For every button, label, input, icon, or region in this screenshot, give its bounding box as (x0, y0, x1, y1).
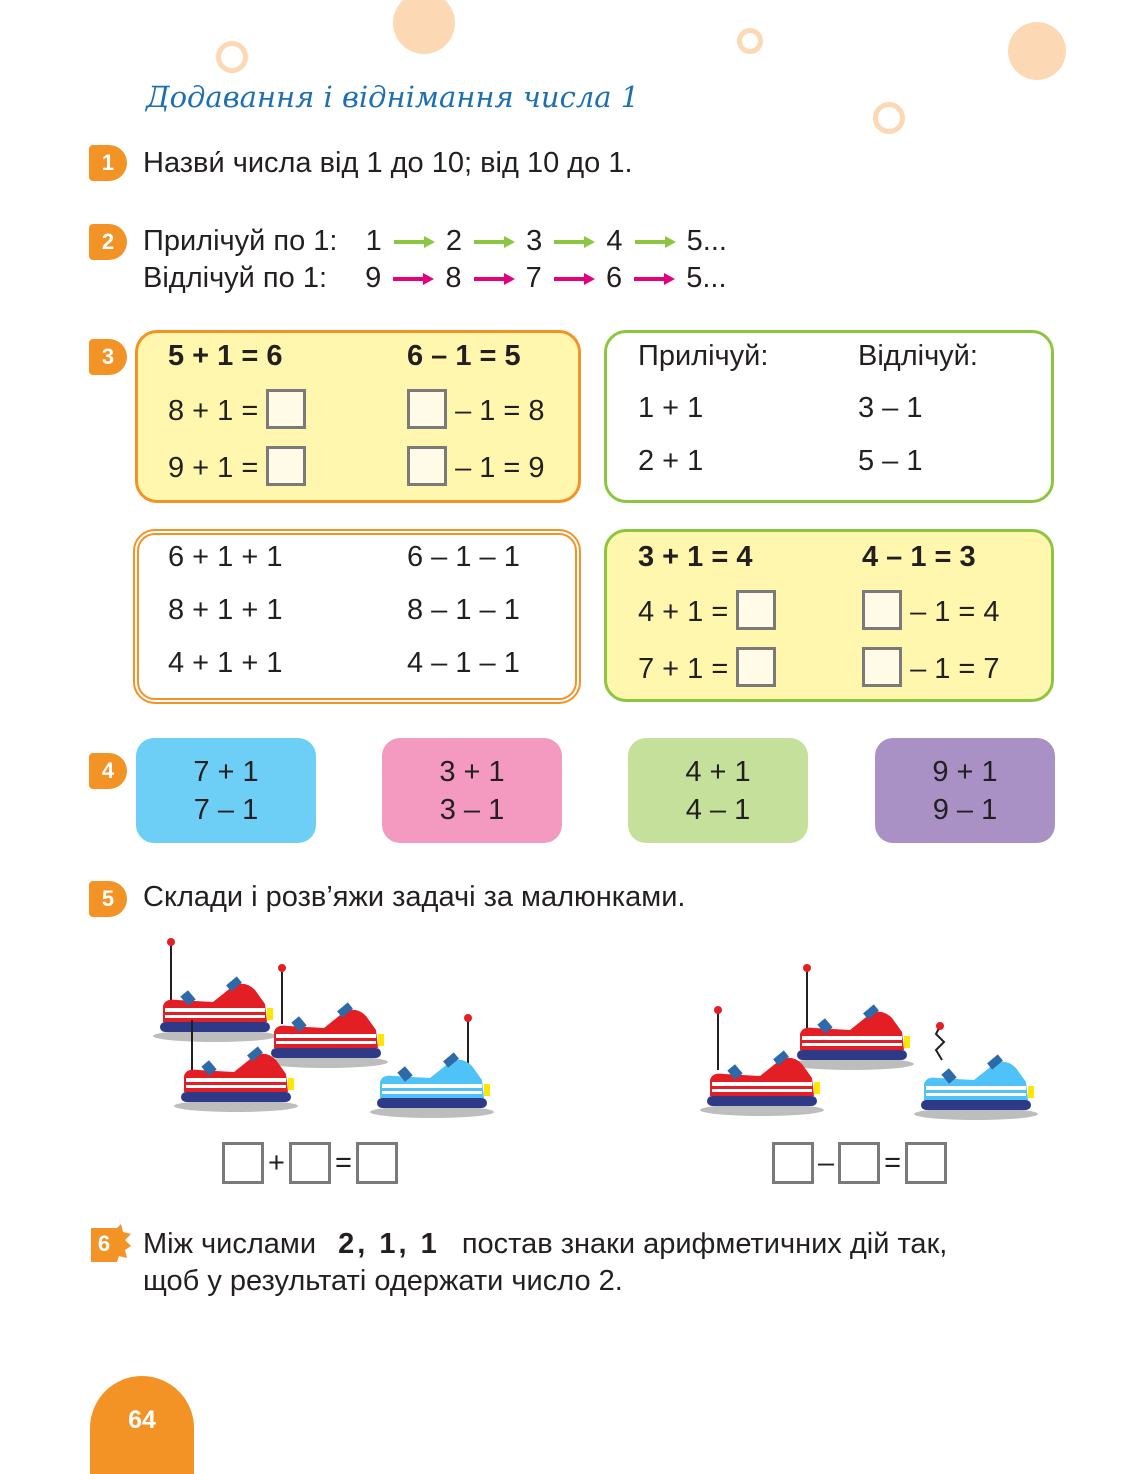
count-number: 7 (525, 262, 542, 294)
count-number: 1 (365, 225, 382, 257)
card-expression: 7 + 1 (193, 755, 259, 788)
equation-row (168, 393, 306, 429)
decor-ring (216, 41, 248, 73)
plus-sign: + (268, 1146, 285, 1179)
magenta-arrow-icon (632, 272, 676, 286)
count-number: 2 (445, 225, 463, 257)
count-down-line (143, 259, 727, 297)
card-expression: 3 – 1 (439, 793, 505, 826)
equation-row (407, 393, 545, 429)
answer-box[interactable] (407, 389, 447, 429)
answer-box[interactable] (905, 1142, 947, 1184)
page-title: Додавання і віднімання числа 1 (146, 80, 640, 114)
equation-row (638, 594, 776, 630)
example-equation: 6 – 1 = 5 (407, 340, 521, 372)
equation-row (638, 651, 776, 687)
exercise-6-line-2: щоб у результаті одержати число 2. (143, 1265, 623, 1297)
bumper-cars-addition-illustration (140, 930, 510, 1120)
count-number: 4 (606, 225, 623, 257)
count-number: 5... (686, 262, 727, 294)
count-number: 8 (445, 262, 462, 294)
answer-box[interactable] (772, 1142, 814, 1184)
answer-box[interactable] (266, 389, 306, 429)
exercise-number: 4 (89, 753, 127, 789)
minus-sign: – (818, 1146, 835, 1179)
magenta-arrow-icon (472, 272, 516, 286)
exercise-number: 1 (89, 145, 127, 181)
count-number: 6 (605, 262, 623, 294)
card-expression: 3 + 1 (439, 755, 505, 788)
expression: 3 – 1 (858, 392, 923, 424)
example-equation: 3 + 1 = 4 (638, 541, 753, 573)
addition-equation (222, 1142, 398, 1184)
equation-row (862, 594, 1000, 630)
magenta-arrow-icon (552, 272, 596, 286)
decor-ring (873, 102, 905, 134)
answer-box[interactable] (222, 1142, 264, 1184)
equation-text: 9 + 1 = (168, 452, 259, 484)
green-arrow-icon (633, 235, 677, 249)
equation-text: – 1 = 4 (910, 596, 1000, 628)
equals-sign: = (884, 1146, 902, 1179)
count-number: 9 (365, 262, 382, 294)
expression: 1 + 1 (638, 392, 704, 424)
count-up-line (143, 222, 727, 260)
expression: 8 + 1 + 1 (168, 594, 283, 626)
equation-text: – 1 = 9 (455, 452, 545, 484)
answer-box[interactable] (862, 590, 902, 630)
expression-card-blue (136, 738, 316, 843)
decor-circle (393, 0, 455, 54)
count-number: 3 (526, 225, 543, 257)
answer-box[interactable] (736, 590, 776, 630)
exercise-6-text: постав знаки арифметичних дій так, (461, 1228, 948, 1260)
equation-text: 7 + 1 = (638, 653, 729, 685)
exercise-number: 3 (89, 339, 127, 375)
equation-text: – 1 = 8 (455, 395, 545, 427)
page-number: 64 (90, 1376, 194, 1474)
green-arrow-icon (392, 235, 436, 249)
bumper-cars-subtraction-illustration (690, 960, 1060, 1120)
decor-ring (737, 28, 763, 54)
expression: 2 + 1 (638, 445, 704, 477)
answer-box[interactable] (838, 1142, 880, 1184)
exercise-5-text: Склади і розв’яжи задачі за малюнками. (143, 881, 686, 913)
equation-row (862, 651, 1000, 687)
subtraction-equation (772, 1142, 947, 1184)
count-down-label: Відлічуй по 1: (143, 262, 328, 294)
answer-box[interactable] (266, 446, 306, 486)
expression: 4 – 1 – 1 (407, 647, 520, 679)
exercise-1-text: Назви́ числа від 1 до 10; від 10 до 1. (143, 147, 633, 179)
answer-box[interactable] (356, 1142, 398, 1184)
exercise-number: 2 (89, 224, 127, 260)
exercise-number: 6 (97, 1231, 111, 1256)
answer-box[interactable] (407, 446, 447, 486)
exercise-number: 5 (89, 881, 127, 917)
count-up-label: Прилічуй по 1: (143, 225, 338, 257)
given-numbers: 2, 1, 1 (338, 1228, 440, 1260)
expression: 5 – 1 (858, 445, 923, 477)
expression: 6 – 1 – 1 (407, 541, 520, 573)
expression: 6 + 1 + 1 (168, 541, 283, 573)
answer-box[interactable] (289, 1142, 331, 1184)
magenta-arrow-icon (391, 272, 435, 286)
example-equation: 4 – 1 = 3 (862, 541, 976, 573)
equation-row (168, 450, 306, 486)
equation-text: 4 + 1 = (638, 596, 729, 628)
equation-text: 8 + 1 = (168, 395, 259, 427)
count-number: 5... (686, 225, 727, 257)
expression-card-green (628, 738, 808, 843)
column-header: Прилічуй: (638, 340, 769, 372)
answer-box[interactable] (736, 647, 776, 687)
expression: 8 – 1 – 1 (407, 594, 520, 626)
green-arrow-icon (552, 235, 596, 249)
answer-box[interactable] (862, 647, 902, 687)
expression-card-pink (382, 738, 562, 843)
green-arrow-icon (472, 235, 516, 249)
card-expression: 9 + 1 (932, 755, 998, 788)
exercise-6-line-1 (143, 1225, 947, 1263)
card-expression: 4 + 1 (685, 755, 751, 788)
decor-circle (1008, 22, 1066, 80)
column-header: Відлічуй: (858, 340, 978, 372)
card-expression: 9 – 1 (932, 793, 998, 826)
equation-text: – 1 = 7 (910, 653, 1000, 685)
exercise-6-text: Між числами (143, 1228, 317, 1260)
example-equation: 5 + 1 = 6 (168, 340, 283, 372)
expression: 4 + 1 + 1 (168, 647, 283, 679)
expression-card-purple (875, 738, 1055, 843)
card-expression: 7 – 1 (193, 793, 259, 826)
equals-sign: = (334, 1146, 352, 1179)
card-expression: 4 – 1 (685, 793, 751, 826)
equation-row (407, 450, 545, 486)
